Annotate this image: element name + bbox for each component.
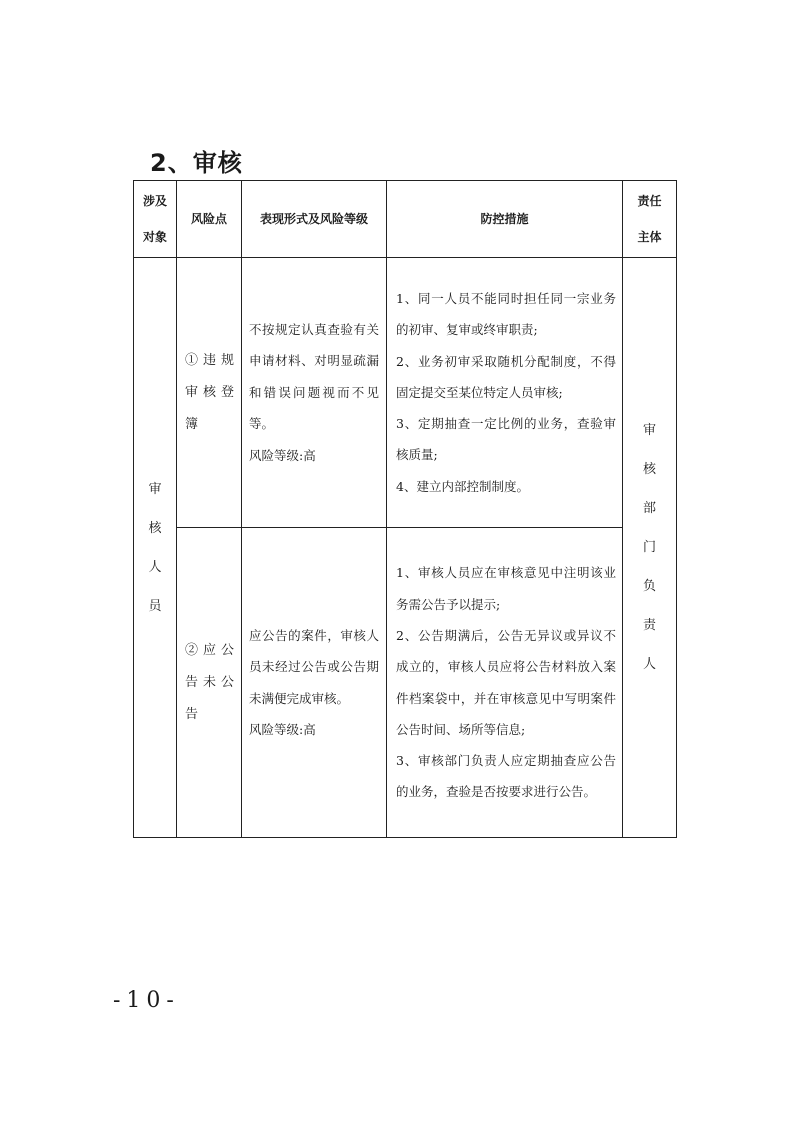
manifestation-cell — [242, 528, 387, 838]
header-measures: 防控措施 — [387, 181, 623, 258]
measure-item: 2、公告期满后，公告无异议或异议不成立的，审核人员应将公告材料放入案件档案袋中，并在审核意见中写明案件公告时间、场所等信息; — [396, 627, 616, 737]
manifestation-cell — [242, 258, 387, 528]
measure-item: 2、业务初审采取随机分配制度，不得固定提交至某位特定人员审核; — [396, 353, 616, 400]
subject-cell — [134, 258, 177, 838]
header-responsible — [623, 181, 677, 258]
section-title: 2、审核 — [150, 149, 243, 177]
measure-item: 1、同一人员不能同时担任同一宗业务的初审、复审或终审职责; — [396, 290, 616, 338]
responsible-text: 审核部门负责人 — [643, 423, 657, 672]
risk-point-cell — [177, 528, 242, 838]
header-subject-label: 涉及对象 — [142, 194, 167, 244]
table-row — [134, 528, 677, 838]
header-risk-point: 风险点 — [177, 181, 242, 258]
risk-point-text: ②应公告未公告 — [185, 642, 234, 722]
subject-text: 审核人员 — [148, 481, 162, 614]
header-subject — [134, 181, 177, 258]
page-number: -10- — [113, 988, 180, 1013]
measure-item: 4、建立内部控制制度。 — [396, 478, 529, 494]
measures-cell — [387, 528, 623, 838]
measure-item: 1、审核人员应在审核意见中注明该业务需公告予以提示; — [396, 565, 616, 612]
table-row — [134, 258, 677, 528]
header-manifestation: 表现形式及风险等级 — [242, 181, 387, 258]
risk-point-cell — [177, 258, 242, 528]
manifestation-text: 应公告的案件，审核人员未经过公告或公告期未满便完成审核。 — [249, 627, 379, 706]
responsible-cell — [623, 258, 677, 838]
measures-cell — [387, 258, 623, 528]
risk-level-text: 风险等级:高 — [249, 722, 316, 737]
risk-point-text: ①违规审核登簿 — [185, 352, 234, 432]
measure-item: 3、审核部门负责人应定期抽查应公告的业务，查验是否按要求进行公告。 — [396, 753, 616, 800]
table-header-row — [134, 181, 677, 258]
header-responsible-label: 责任主体 — [637, 194, 662, 244]
measure-item: 3、定期抽查一定比例的业务，查验审核质量; — [396, 416, 616, 463]
manifestation-text: 不按规定认真查验有关申请材料、对明显疏漏和错误问题视而不见等。 — [249, 321, 379, 432]
risk-level-text: 风险等级:高 — [249, 447, 316, 463]
risk-control-table — [133, 180, 677, 838]
